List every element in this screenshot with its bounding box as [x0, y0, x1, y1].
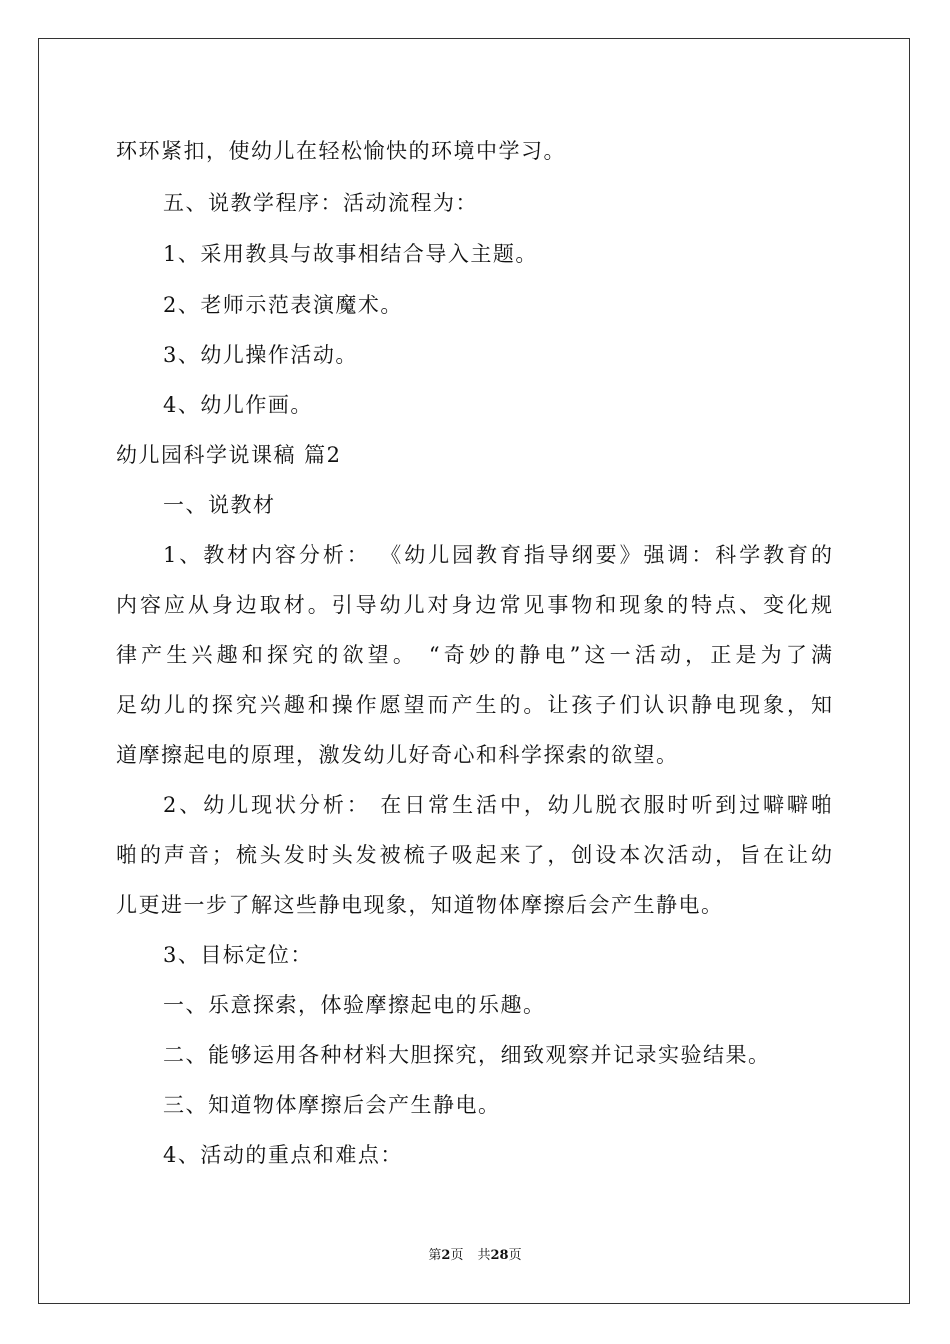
total-pages: 28 [490, 1248, 509, 1263]
list-item: 3、幼儿操作活动。 [163, 343, 358, 367]
paragraph-line: 足幼儿的探究兴趣和操作愿望而产生的。让孩子们认识静电现象，知 [116, 693, 832, 717]
section-heading: 一、说教材 [163, 493, 276, 517]
paragraph-line: 儿更进一步了解这些静电现象，知道物体摩擦后会产生静电。 [116, 893, 724, 917]
paragraph-line: 内容应从身边取材。引导幼儿对身边常见事物和现象的特点、变化规 [116, 593, 832, 617]
list-item: 1、采用教具与故事相结合导入主题。 [163, 242, 538, 266]
page-current: 2 [441, 1248, 451, 1263]
paragraph-line: 啪的声音；梳头发时头发被梳子吸起来了，创设本次活动，旨在让幼 [116, 843, 832, 867]
list-item: 4、幼儿作画。 [163, 393, 313, 417]
list-item: 2、老师示范表演魔术。 [163, 293, 403, 317]
total-prefix: 共 [477, 1248, 491, 1263]
list-item: 三、知道物体摩擦后会产生静电。 [163, 1093, 501, 1117]
paragraph-line: 律产生兴趣和探究的欲望。 “奇妙的静电”这一活动，正是为了满 [116, 643, 832, 667]
paragraph-line: 1、教材内容分析： 《幼儿园教育指导纲要》强调：科学教育的 [163, 543, 832, 567]
paragraph-line: 环环紧扣，使幼儿在轻松愉快的环境中学习。 [116, 139, 566, 163]
section-heading: 3、目标定位： [163, 943, 313, 967]
section-heading: 五、说教学程序：活动流程为： [163, 191, 478, 215]
article-title: 幼儿园科学说课稿 篇2 [116, 443, 342, 467]
page-prefix: 第 [428, 1248, 442, 1263]
paragraph-line: 道摩擦起电的原理，激发幼儿好奇心和科学探索的欲望。 [116, 743, 679, 767]
total-suffix: 页 [508, 1248, 522, 1263]
page-suffix: 页 [450, 1248, 464, 1263]
list-item: 二、能够运用各种材料大胆探究，细致观察并记录实验结果。 [163, 1043, 771, 1067]
page-footer [0, 1248, 950, 1264]
section-heading: 4、活动的重点和难点： [163, 1143, 403, 1167]
list-item: 一、乐意探索，体验摩擦起电的乐趣。 [163, 993, 546, 1017]
paragraph-line: 2、幼儿现状分析： 在日常生活中，幼儿脱衣服时听到过噼噼啪 [163, 793, 832, 817]
